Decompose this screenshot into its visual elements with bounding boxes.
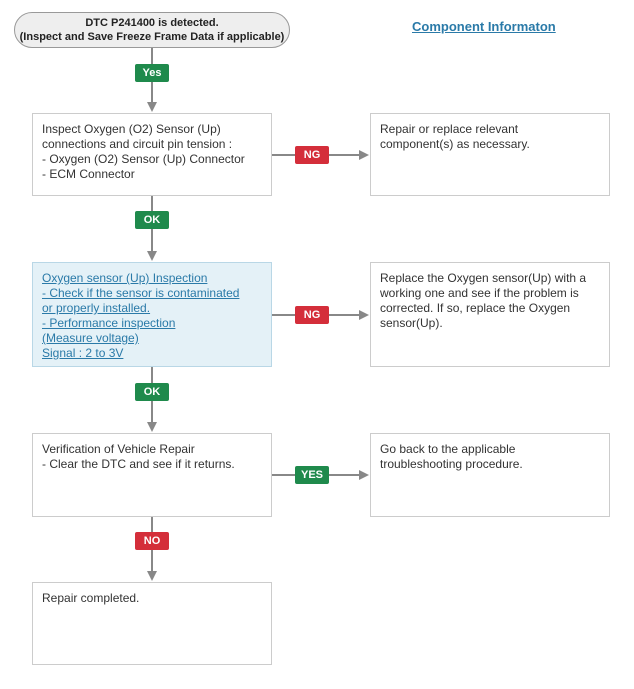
step1-line: connections and circuit pin tension :	[42, 137, 233, 151]
step1-inspect-connections	[32, 113, 272, 196]
start-dtc-detected	[14, 12, 290, 48]
step2-fail-line: working one and see if the problem is	[380, 286, 579, 300]
step1-fail-line: Repair or replace relevant	[380, 122, 519, 136]
step2-fail-line: sensor(Up).	[380, 316, 443, 330]
ng-badge-step2: NG	[295, 306, 329, 324]
end-repair-completed	[32, 582, 272, 665]
start-line-2: (Inspect and Save Freeze Frame Data if applicable)	[19, 31, 285, 43]
step1-line: Inspect Oxygen (O2) Sensor (Up)	[42, 122, 221, 136]
start-line-1: DTC P241400 is detected.	[85, 17, 219, 29]
step2-link-line[interactable]: - Performance inspection	[42, 316, 176, 330]
no-badge-step3: NO	[135, 532, 169, 550]
step2-link-line[interactable]: - Check if the sensor is contaminated	[42, 286, 240, 300]
yes-badge-step3: YES	[295, 466, 329, 484]
step3-line: Verification of Vehicle Repair	[42, 442, 195, 456]
step3-line: - Clear the DTC and see if it returns.	[42, 457, 235, 471]
ok-badge-step2: OK	[135, 383, 169, 401]
end-line: Repair completed.	[42, 591, 140, 605]
step2-link-line[interactable]: Signal : 2 to 3V	[42, 346, 124, 360]
step1-line: - Oxygen (O2) Sensor (Up) Connector	[42, 152, 245, 166]
step3-yes-line: troubleshooting procedure.	[380, 457, 523, 471]
component-information-link[interactable]: Component Informaton	[412, 19, 556, 34]
step2-fail-line: Replace the Oxygen sensor(Up) with a	[380, 271, 587, 285]
step3-verification	[32, 433, 272, 517]
step2-link-line[interactable]: or properly installed.	[42, 301, 151, 315]
yes-badge-start: Yes	[135, 64, 169, 82]
step2-link-line[interactable]: (Measure voltage)	[42, 331, 139, 345]
step1-line: - ECM Connector	[42, 167, 135, 181]
step2-fail-line: corrected. If so, replace the Oxygen	[380, 301, 571, 315]
step2-link-line[interactable]: Oxygen sensor (Up) Inspection	[42, 271, 208, 285]
ng-badge-step1: NG	[295, 146, 329, 164]
step3-yes-line: Go back to the applicable	[380, 442, 516, 456]
ok-badge-step1: OK	[135, 211, 169, 229]
step2-oxygen-sensor-inspection[interactable]	[32, 262, 272, 367]
step1-fail-line: component(s) as necessary.	[380, 137, 530, 151]
step1-fail-repair	[370, 113, 610, 196]
step3-yes-go-back	[370, 433, 610, 517]
step2-fail-replace-sensor	[370, 262, 610, 367]
